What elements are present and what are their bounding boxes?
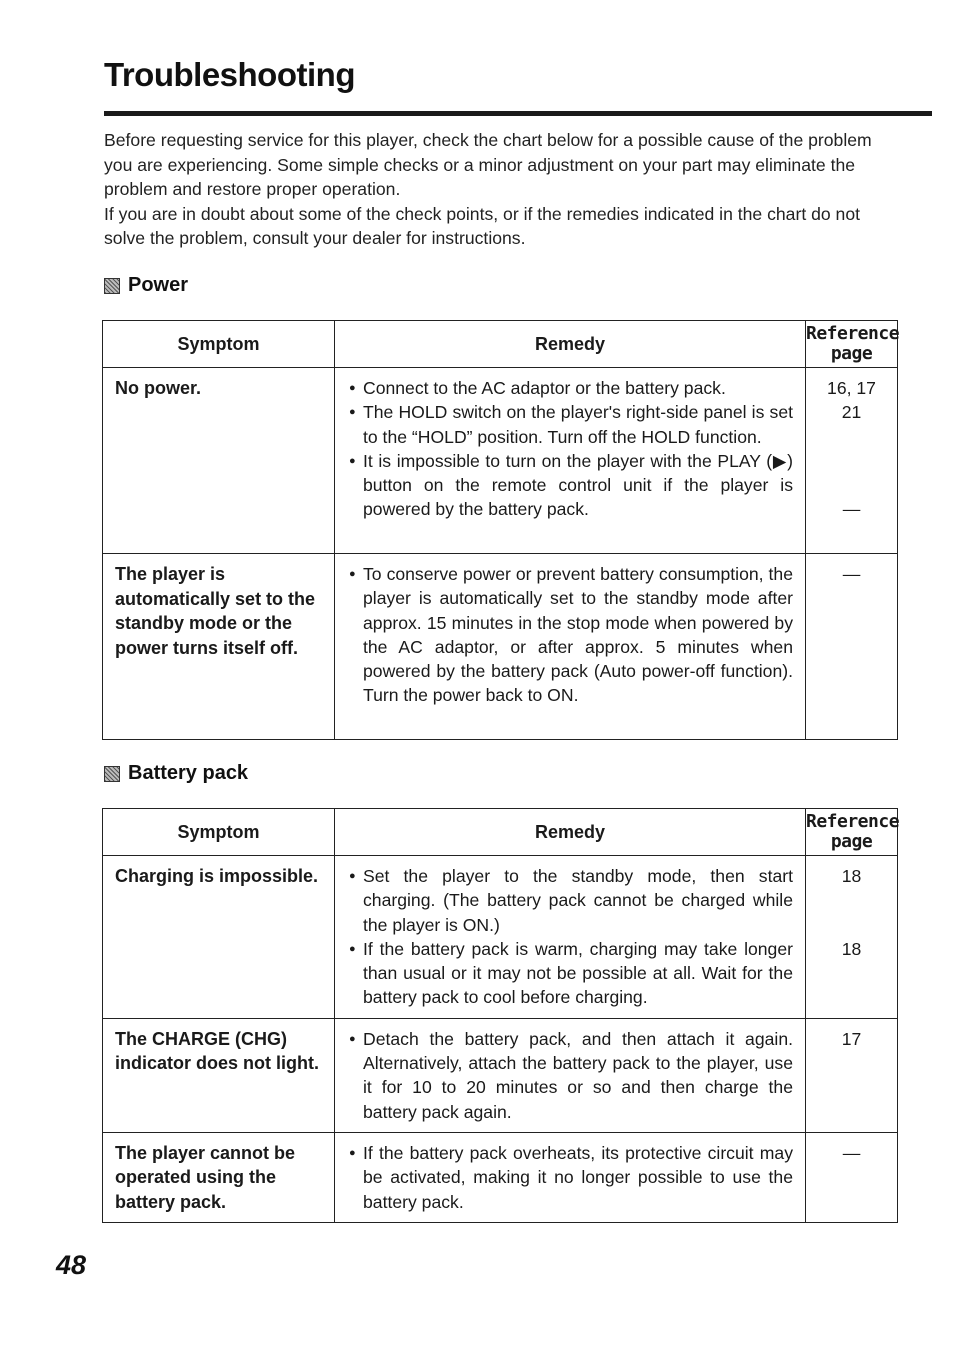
reference-cell: 18 18 [806,856,898,1019]
table-row [103,368,898,554]
remedy-cell [335,554,806,740]
symptom-cell: The player is automatically set to the standby mode or the power turns itself off. [103,554,335,740]
table-row [103,1132,898,1223]
reference-cell: 17 [806,1018,898,1132]
remedy-cell [335,1018,806,1132]
reference-header: Reference page [806,321,898,368]
section-square-icon [104,278,120,294]
battery-pack-table [102,808,898,1223]
table-row [103,856,898,1019]
table-header-row [103,321,898,368]
remedy-item: ● The HOLD switch on the player's right-side panel is set to the “HOLD” position. Turn off the HOLD function. [351,400,793,449]
section-heading-power [104,274,188,297]
section-square-icon [104,766,120,782]
remedy-item: ● If the battery pack is warm, charging may take longer than usual or it may not be possible at all. Wait for the battery pack to cool before charging. [351,937,793,1010]
remedy-item: ● Detach the battery pack, and then attach it again. Alternatively, attach the battery pack to the player, use it for 10 to 20 minutes or so and then charge the battery pack again. [351,1027,793,1124]
page-title: Troubleshooting [104,56,355,93]
remedy-item: ● To conserve power or prevent battery consumption, the player is automatically set to the standby mode after approx. 15 minutes in the stop mode when powered by the AC adaptor, or after approx. 5 minutes when powered by the battery pack (Auto power-off function). Turn the power back to ON. [351,562,793,708]
symptom-header: Symptom [103,321,335,368]
section-heading-battery-pack [104,762,248,785]
page-number: 48 [56,1250,87,1280]
section-heading-label: Battery pack [128,762,249,784]
remedy-cell [335,368,806,554]
reference-cell: — [806,1132,898,1223]
remedy-item: ● Connect to the AC adaptor or the battery pack. [351,376,793,400]
table-row [103,554,898,740]
symptom-cell: The CHARGE (CHG) indicator does not light. [103,1018,335,1132]
reference-cell: 16, 17 21 — [806,368,898,554]
remedy-item: ● Set the player to the standby mode, then start charging. (The battery pack cannot be charged while the player is ON.) [351,864,793,937]
remedy-cell [335,856,806,1019]
symptom-cell: No power. [103,368,335,554]
title-underline [104,111,932,116]
reference-header: Reference page [806,809,898,856]
remedy-cell [335,1132,806,1223]
remedy-header: Remedy [335,809,806,856]
remedy-item: ● If the battery pack overheats, its protective circuit may be activated, making it no longer possible to use the battery pack. [351,1141,793,1214]
reference-cell: — [806,554,898,740]
intro-text [104,128,904,251]
section-heading-label: Power [128,274,189,296]
symptom-header: Symptom [103,809,335,856]
symptom-cell: The player cannot be operated using the battery pack. [103,1132,335,1223]
symptom-cell: Charging is impossible. [103,856,335,1019]
intro-paragraph: Before requesting service for this player, check the chart below for a possible cause of the problem you are experiencing. Some simple checks or a minor adjustment on your part may eliminate the problem and restore proper operation. [104,130,872,200]
power-table [102,320,898,740]
remedy-header: Remedy [335,321,806,368]
intro-paragraph: If you are in doubt about some of the check points, or if the remedies indicated in the chart do not solve the problem, consult your dealer for instructions. [104,203,861,249]
table-row [103,1018,898,1132]
remedy-item: ● It is impossible to turn on the player with the PLAY (▶) button on the remote control unit if the player is powered by the battery pack. [351,449,793,522]
table-header-row [103,809,898,856]
